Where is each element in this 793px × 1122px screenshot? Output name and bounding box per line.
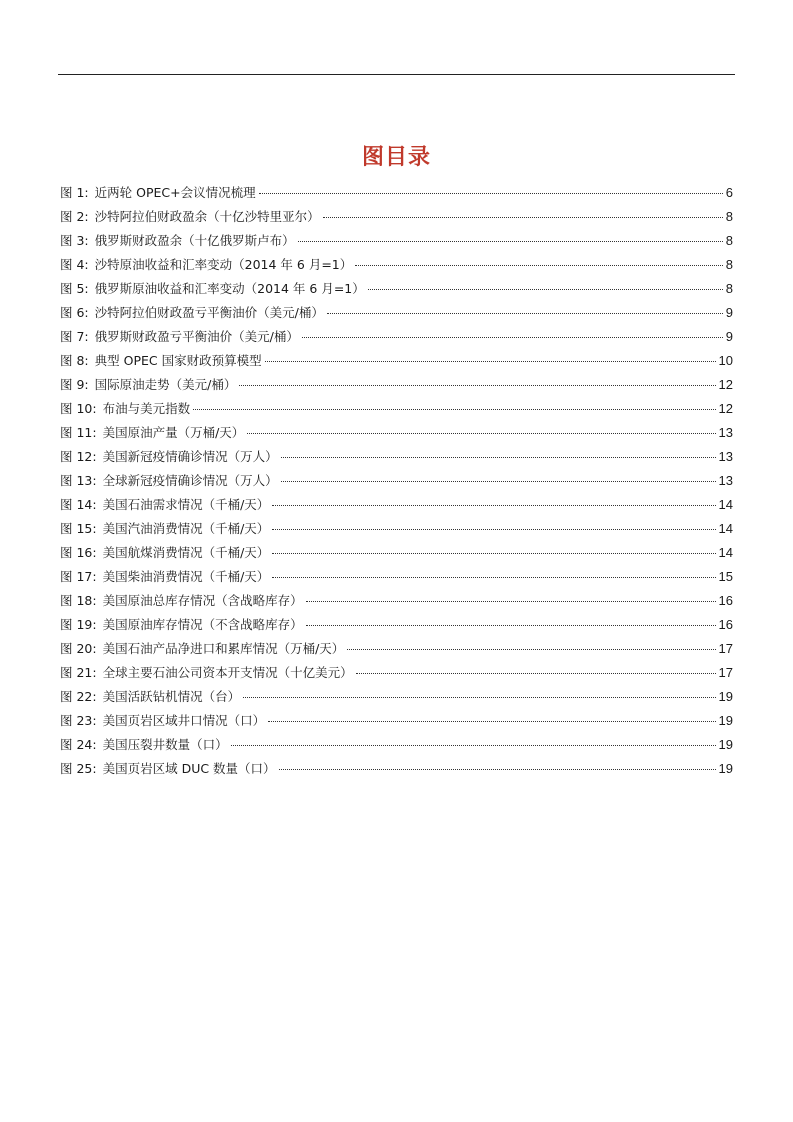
toc-entry[interactable] — [60, 589, 733, 613]
toc-entry-title: 美国汽油消费情况（千桶/天） — [102, 521, 270, 536]
dot-leader — [323, 217, 723, 218]
toc-entry[interactable] — [60, 205, 733, 229]
toc-entry-page-number: 17 — [718, 665, 733, 680]
toc-entry[interactable] — [60, 637, 733, 661]
toc-entry[interactable] — [60, 541, 733, 565]
toc-entry[interactable] — [60, 613, 733, 637]
dot-leader — [279, 769, 716, 770]
toc-entry[interactable] — [60, 685, 733, 709]
toc-entry-page-number: 12 — [718, 377, 733, 392]
header-rule — [58, 74, 735, 75]
dot-leader — [193, 409, 715, 410]
toc-entry-title: 全球主要石油公司资本开支情况（十亿美元） — [102, 665, 353, 680]
toc-entry-page-number: 19 — [718, 761, 733, 776]
toc-entry-page-number: 17 — [718, 641, 733, 656]
dot-leader — [268, 721, 715, 722]
toc-entry-page-number: 14 — [718, 545, 733, 560]
toc-entry[interactable] — [60, 253, 733, 277]
dot-leader — [231, 745, 716, 746]
toc-entry-label: 图 9: — [60, 377, 89, 392]
toc-entry[interactable] — [60, 181, 733, 205]
toc-entry-label: 图 12: — [60, 449, 97, 464]
dot-leader — [239, 385, 715, 386]
toc-entry-title: 美国原油产量（万桶/天） — [102, 425, 245, 440]
toc-entry-title: 沙特阿拉伯财政盈亏平衡油价（美元/桶） — [94, 305, 324, 320]
toc-entry-title: 全球新冠疫情确诊情况（万人） — [102, 473, 278, 488]
toc-entry-title: 国际原油走势（美元/桶） — [94, 377, 237, 392]
toc-entry[interactable] — [60, 733, 733, 757]
toc-entry[interactable] — [60, 325, 733, 349]
toc-entry-label: 图 17: — [60, 569, 97, 584]
toc-entry-page-number: 13 — [718, 425, 733, 440]
toc-entry-title: 俄罗斯财政盈余（十亿俄罗斯卢布） — [94, 233, 295, 248]
dot-leader — [272, 577, 715, 578]
toc-entry-page-number: 8 — [725, 257, 733, 272]
toc-entry-page-number: 8 — [725, 233, 733, 248]
toc-entry[interactable] — [60, 445, 733, 469]
toc-entry-title: 美国航煤消费情况（千桶/天） — [102, 545, 270, 560]
toc-entry[interactable] — [60, 565, 733, 589]
toc-entry-page-number: 10 — [718, 353, 733, 368]
toc-title: 图目录 — [361, 145, 431, 170]
toc-entry-label: 图 20: — [60, 641, 97, 656]
toc-entry-page-number: 9 — [725, 305, 733, 320]
dot-leader — [302, 337, 723, 338]
toc-entry[interactable] — [60, 493, 733, 517]
dot-leader — [306, 601, 716, 602]
dot-leader — [272, 505, 715, 506]
dot-leader — [306, 625, 716, 626]
toc-entry-title: 美国新冠疫情确诊情况（万人） — [102, 449, 278, 464]
dot-leader — [355, 265, 723, 266]
toc-entry-title: 美国石油需求情况（千桶/天） — [102, 497, 270, 512]
toc-entry-title: 沙特阿拉伯财政盈余（十亿沙特里亚尔） — [94, 209, 320, 224]
toc-entry-page-number: 13 — [718, 449, 733, 464]
toc-entry-label: 图 3: — [60, 233, 89, 248]
toc-entry-title: 美国活跃钻机情况（台） — [102, 689, 241, 704]
dot-leader — [265, 361, 716, 362]
toc-entry[interactable] — [60, 349, 733, 373]
toc-entry-label: 图 8: — [60, 353, 89, 368]
toc-entry-page-number: 12 — [718, 401, 733, 416]
toc-entry-label: 图 21: — [60, 665, 97, 680]
toc-entry-page-number: 19 — [718, 689, 733, 704]
toc-entry[interactable] — [60, 517, 733, 541]
dot-leader — [281, 481, 716, 482]
toc-entry-page-number: 8 — [725, 281, 733, 296]
toc-entry-title: 美国页岩区域 DUC 数量（口） — [102, 761, 276, 776]
dot-leader — [347, 649, 715, 650]
toc-entry-title: 美国页岩区域井口情况（口） — [102, 713, 266, 728]
toc-entry-title: 沙特原油收益和汇率变动（2014 年 6 月=1） — [94, 257, 353, 272]
dot-leader — [247, 433, 715, 434]
toc-entry-title: 美国原油库存情况（不含战略库存） — [102, 617, 303, 632]
toc-entry[interactable] — [60, 229, 733, 253]
toc-entry-page-number: 16 — [718, 593, 733, 608]
toc-entry-label: 图 15: — [60, 521, 97, 536]
dot-leader — [298, 241, 723, 242]
toc-entry-page-number: 13 — [718, 473, 733, 488]
figure-toc-list — [60, 181, 733, 781]
toc-entry-label: 图 5: — [60, 281, 89, 296]
toc-entry-label: 图 11: — [60, 425, 97, 440]
toc-entry-title: 美国柴油消费情况（千桶/天） — [102, 569, 270, 584]
toc-entry-title: 俄罗斯原油收益和汇率变动（2014 年 6 月=1） — [94, 281, 365, 296]
toc-entry-page-number: 14 — [718, 497, 733, 512]
toc-entry-label: 图 10: — [60, 401, 97, 416]
dot-leader — [327, 313, 723, 314]
dot-leader — [281, 457, 716, 458]
toc-entry-page-number: 16 — [718, 617, 733, 632]
toc-entry[interactable] — [60, 709, 733, 733]
toc-entry-label: 图 13: — [60, 473, 97, 488]
toc-entry[interactable] — [60, 397, 733, 421]
toc-entry-page-number: 8 — [725, 209, 733, 224]
toc-entry-title: 布油与美元指数 — [102, 401, 191, 416]
toc-entry-page-number: 9 — [725, 329, 733, 344]
toc-entry-label: 图 16: — [60, 545, 97, 560]
toc-entry-label: 图 22: — [60, 689, 97, 704]
dot-leader — [259, 193, 723, 194]
toc-entry-page-number: 6 — [725, 185, 733, 200]
toc-entry-page-number: 19 — [718, 737, 733, 752]
toc-entry-label: 图 6: — [60, 305, 89, 320]
toc-entry-label: 图 1: — [60, 185, 89, 200]
toc-entry[interactable] — [60, 757, 733, 781]
toc-entry[interactable] — [60, 373, 733, 397]
toc-entry-label: 图 23: — [60, 713, 97, 728]
dot-leader — [243, 697, 715, 698]
dot-leader — [272, 529, 715, 530]
dot-leader — [368, 289, 723, 290]
toc-entry-label: 图 7: — [60, 329, 89, 344]
toc-entry-title: 美国压裂井数量（口） — [102, 737, 228, 752]
toc-entry-title: 典型 OPEC 国家财政预算模型 — [94, 353, 262, 368]
toc-entry-label: 图 14: — [60, 497, 97, 512]
toc-entry-page-number: 19 — [718, 713, 733, 728]
toc-entry-title: 近两轮 OPEC+会议情况梳理 — [94, 185, 256, 200]
toc-entry-page-number: 15 — [718, 569, 733, 584]
toc-entry-label: 图 18: — [60, 593, 97, 608]
toc-entry[interactable] — [60, 421, 733, 445]
dot-leader — [272, 553, 715, 554]
toc-entry-label: 图 25: — [60, 761, 97, 776]
toc-entry-label: 图 4: — [60, 257, 89, 272]
toc-entry[interactable] — [60, 661, 733, 685]
toc-entry-label: 图 19: — [60, 617, 97, 632]
toc-entry-title: 俄罗斯财政盈亏平衡油价（美元/桶） — [94, 329, 299, 344]
toc-entry-title: 美国原油总库存情况（含战略库存） — [102, 593, 303, 608]
toc-entry-title: 美国石油产品净进口和累库情况（万桶/天） — [102, 641, 345, 656]
toc-entry-label: 图 24: — [60, 737, 97, 752]
toc-entry-label: 图 2: — [60, 209, 89, 224]
dot-leader — [356, 673, 716, 674]
toc-entry[interactable] — [60, 301, 733, 325]
toc-entry[interactable] — [60, 277, 733, 301]
toc-entry-page-number: 14 — [718, 521, 733, 536]
toc-entry[interactable] — [60, 469, 733, 493]
